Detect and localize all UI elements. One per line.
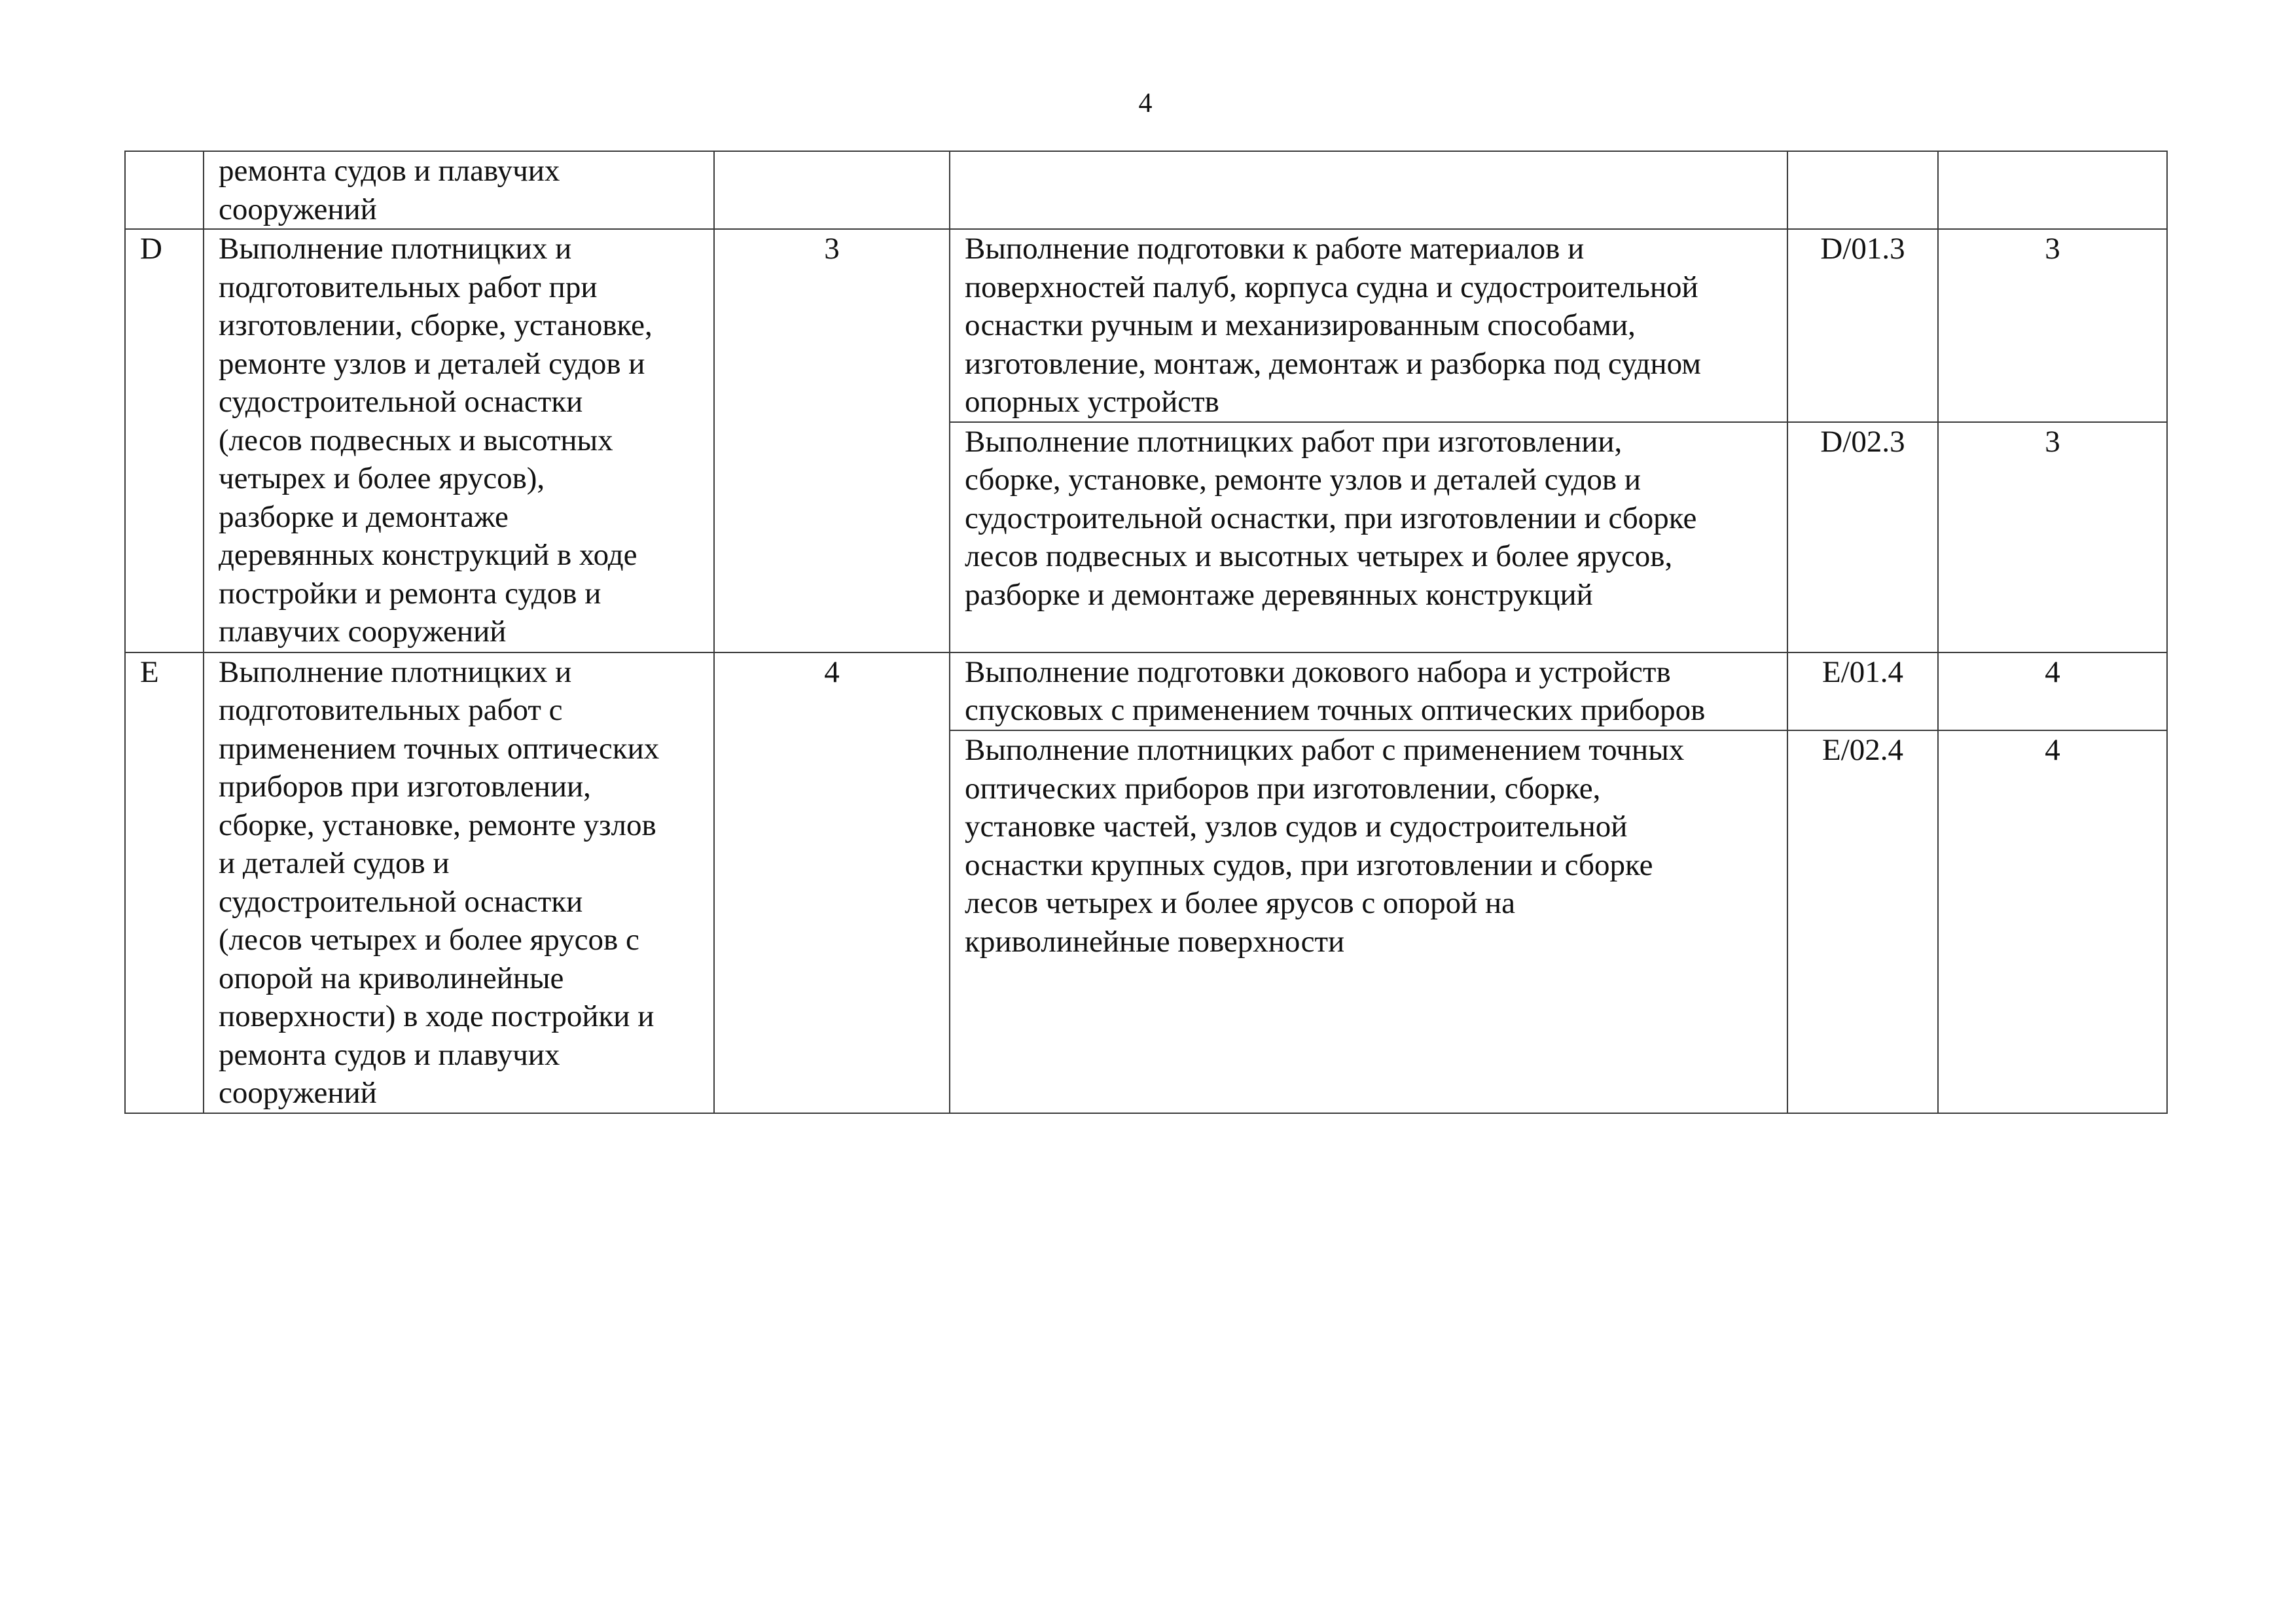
qualification-level: 4	[714, 652, 950, 1113]
labor-function-name	[950, 229, 1787, 422]
generalized-function-name	[204, 229, 714, 652]
continuation-name: ремонта судов и плавучих сооружений	[219, 154, 560, 226]
continuation-code-cell	[125, 151, 204, 229]
continuation-name-cell	[204, 151, 714, 229]
labor-function-code: E/02.4	[1787, 730, 1938, 1113]
continuation-function-cell	[950, 151, 1787, 229]
continuation-function-code-cell	[1787, 151, 1938, 229]
table-row-continuation	[125, 151, 2167, 229]
labor-function-level: 3	[1938, 229, 2167, 422]
labor-function-name	[950, 730, 1787, 1113]
qualification-level: 3	[714, 229, 950, 652]
generalized-function-name-text: Выполнение плотницких и подготовительных работ при изготовлении, сборке, установке, ремонте узлов и деталей судов и судостроительной оснастки (лесов подвесных и высотных четырех и более ярусов), разборке и демонтаже деревянных конструкций в ходе постройки и ремонта судов и плавучих сооружений	[219, 232, 653, 649]
table-row-d	[125, 229, 2167, 422]
labor-function-name	[950, 652, 1787, 731]
labor-function-code: D/02.3	[1787, 422, 1938, 652]
labor-function-level: 4	[1938, 730, 2167, 1113]
table-row-e	[125, 652, 2167, 731]
labor-function-name-text: Выполнение плотницких работ при изготовлении, сборке, установке, ремонте узлов и деталей судов и судостроительной оснастки, при изготовлении и сборке лесов подвесных и высотных четырех и более ярусов, разборке и демонтаже деревянных конструкций	[965, 424, 1697, 612]
generalized-function-name	[204, 652, 714, 1113]
continuation-function-level-cell	[1938, 151, 2167, 229]
labor-function-code: D/01.3	[1787, 229, 1938, 422]
labor-function-code: E/01.4	[1787, 652, 1938, 731]
labor-function-name	[950, 422, 1787, 652]
labor-function-name-text: Выполнение подготовки докового набора и устройств спусковых с применением точных оптических приборов	[965, 654, 1706, 727]
continuation-level-cell	[714, 151, 950, 229]
generalized-function-code: E	[125, 652, 204, 1113]
page-number: 4	[1138, 88, 1153, 118]
labor-function-name-text: Выполнение плотницких работ с применением точных оптических приборов при изготовлении, сборке, установке частей, узлов судов и судостроительной оснастки крупных судов, при изготовлении и сборке лесов четырех и более ярусов с опорой на криволинейные поверхности	[965, 733, 1685, 959]
labor-function-level: 3	[1938, 422, 2167, 652]
generalized-function-name-text: Выполнение плотницких и подготовительных работ с применением точных оптических приборов при изготовлении, сборке, установке, ремонте узлов и деталей судов и судостроительной оснастки (лесов четырех и более ярусов с опорой на криволинейные поверхности) в ходе постройки и ремонта судов и плавучих сооружений	[219, 654, 660, 1110]
generalized-function-code: D	[125, 229, 204, 652]
generalized-functions-table	[124, 151, 2168, 1114]
labor-function-level: 4	[1938, 652, 2167, 731]
labor-function-name-text: Выполнение подготовки к работе материалов и поверхностей палуб, корпуса судна и судостроительной оснастки ручным и механизированным способами, изготовление, монтаж, демонтаж и разборка под судном опорных устройств	[965, 232, 1702, 419]
